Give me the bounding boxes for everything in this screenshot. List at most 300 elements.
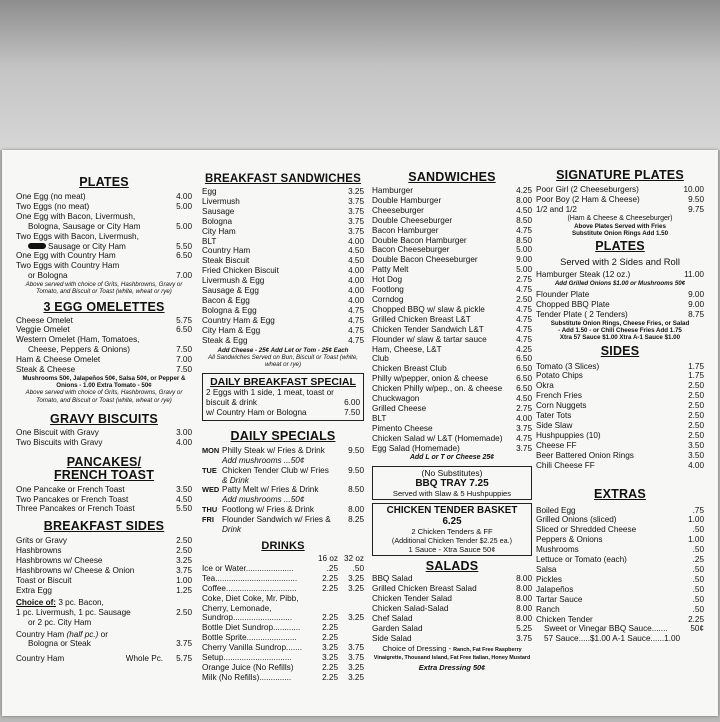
salad-item-name — [372, 614, 513, 624]
breakfast-sandwich-item — [202, 326, 364, 336]
breakfast-sandwich-item-label: Fried Chicken Biscuit — [202, 266, 279, 276]
sandwich-item-name — [372, 404, 513, 414]
sandwich-item-label: Philly w/pepper, onion & cheese — [372, 374, 489, 384]
omelette-item-name — [16, 355, 173, 365]
omelette-item-price: 5.75 — [176, 315, 192, 325]
omelette-item-label: Western Omelet (Ham, Tomatoes, — [16, 335, 140, 345]
extra-item-label: Jalapeños — [536, 584, 574, 594]
extra-item-name — [536, 506, 690, 516]
plates-item-price: 4.00 — [176, 192, 192, 201]
signature-item-label: Poor Boy (2 Ham & Cheese) — [536, 194, 640, 204]
breakfast-sandwich-item-price: 4.75 — [348, 315, 364, 325]
drink-item — [202, 604, 364, 614]
extra-item-label: Salsa — [536, 564, 557, 574]
side-item-name — [536, 401, 685, 411]
plates-list — [16, 192, 192, 281]
chicken-basket-box — [372, 503, 532, 556]
sandwich-item-label: Chicken Tender Sandwich L&T — [372, 324, 484, 334]
drink-price-32: 3.25 — [348, 573, 364, 583]
sandwich-item-name — [372, 236, 513, 246]
extra-item-label: Grilled Onions (sliced) — [536, 515, 617, 525]
daily-specials-list — [202, 446, 364, 535]
gravy-heading: GRAVY BISCUITS — [50, 411, 158, 426]
pancake-item-name — [16, 485, 173, 495]
signature-item-price: 9.75 — [688, 204, 704, 214]
drink-price-16: .25 — [326, 563, 338, 573]
daily-special-name: Chicken Tender Club w/ Fries — [222, 465, 329, 475]
daily-special-item — [202, 446, 364, 456]
salads-list — [372, 574, 532, 643]
salad-item-price: 5.25 — [516, 624, 532, 633]
breakfast-sandwich-item-name — [202, 296, 345, 306]
omelettes-extras: Mushrooms 50¢, Jalapeños 50¢, Salsa 50¢, or Pepper & Onions - 1.00 Extra Tomato - 50¢ — [22, 375, 186, 390]
basket-price: 6.25 — [442, 516, 462, 528]
breakfast-sandwich-item-price: 4.00 — [348, 276, 364, 286]
daily-special-price: 8.00 — [348, 505, 364, 515]
drink-price-32 — [338, 594, 364, 604]
drink-item — [202, 594, 364, 604]
breakfast-sandwich-item-label: Sausage & Egg — [202, 286, 259, 296]
bbq-tray-box — [372, 466, 532, 500]
extra-item-name — [536, 525, 690, 535]
breakfast-sandwiches-list — [202, 187, 364, 346]
breakfast-sandwich-item-price: 4.75 — [348, 325, 364, 335]
drink-price-16: 2.25 — [322, 613, 338, 623]
daily-special-day: MON — [202, 445, 220, 455]
drink-price-32: 3.25 — [348, 662, 364, 672]
plates-item-price: 5.50 — [176, 241, 192, 251]
breakfast-sandwich-item-name — [202, 306, 345, 316]
plates2-item-0: Hamburger Steak (12 oz.) 11.00 — [536, 270, 704, 280]
daily-special-day: FRI — [202, 515, 214, 525]
daily-special-name: Patty Melt w/ Fries & Drink — [222, 485, 319, 495]
sandwich-item-price: 2.50 — [516, 294, 532, 304]
extra-item-price: .50 — [692, 604, 704, 614]
side-item-label: Chili Cheese FF — [536, 460, 595, 470]
breakfast-sandwich-item-name — [202, 237, 345, 247]
signature-item-name — [536, 205, 685, 215]
sandwich-item-label: Pimento Cheese — [372, 423, 433, 433]
sandwich-item — [372, 414, 532, 424]
sandwich-item-name — [372, 206, 513, 216]
extra-item-name — [536, 565, 690, 575]
sandwich-item-label: Chicken Philly w/pep., on. & cheese — [372, 384, 503, 394]
daily-special-day: TUE — [202, 465, 217, 475]
breakfast-sandwich-item-label: Country Ham — [202, 246, 251, 256]
drink-name: Tea.................................... — [202, 573, 298, 583]
special-line-2: biscuit & drink 6.00 — [206, 398, 360, 408]
sandwich-item — [372, 315, 532, 325]
signature-item-label: 1/2 and 1/2 — [536, 204, 577, 214]
omelette-item-label: Cheese Omelet — [16, 315, 73, 325]
pancakes-heading-2: FRENCH TOAST — [53, 467, 155, 482]
breakfast-sandwich-item-price: 4.75 — [348, 305, 364, 315]
column-3 — [372, 170, 532, 672]
breakfast-sandwich-item — [202, 336, 364, 346]
sandwich-item-label: Double Bacon Hamburger — [372, 235, 467, 245]
sandwich-item-label: Cheeseburger — [372, 205, 424, 215]
signature-item-name — [536, 185, 681, 195]
daily-special-sub-text: Add mushrooms ...50¢ — [222, 495, 305, 505]
breakfast-sandwich-item-label: Country Ham & Egg — [202, 315, 275, 325]
omelette-item-price: 7.00 — [176, 355, 192, 365]
plates-item-name — [16, 242, 173, 252]
sandwich-item-label: Ham, Cheese, L&T — [372, 344, 442, 354]
choice-line-2: or 2 pc. City Ham — [28, 617, 92, 627]
omelettes-heading: 3 EGG OMELETTES — [43, 299, 165, 314]
sandwich-item-label: Flounder w/ slaw & tartar sauce — [372, 334, 487, 344]
extra-item — [536, 595, 704, 605]
basket-line-3: 1 Sauce - Xtra Sauce 50¢ — [408, 545, 496, 555]
sandwich-item-name — [372, 414, 513, 424]
side-item-name — [536, 362, 685, 372]
basket-title: CHICKEN TENDER BASKET — [386, 505, 518, 517]
bsand-note: All Sandwiches Served on Bun, Biscuit or Toast (white, wheat or rye) — [207, 353, 359, 368]
drink-name: Ice or Water..................... — [202, 563, 294, 573]
sandwich-item-label: Egg Salad (Homemade) — [372, 443, 460, 453]
pancakes-list — [16, 485, 192, 515]
extra-item-name — [536, 585, 690, 595]
sandwich-item-price: 6.50 — [516, 384, 532, 394]
daily-special-sub — [202, 456, 364, 466]
breakfast-side-item — [16, 576, 192, 586]
omelette-item — [16, 335, 192, 345]
drink-item — [202, 653, 364, 663]
sandwich-item — [372, 305, 532, 315]
breakfast-side-item-price: 2.50 — [176, 536, 192, 546]
pancake-item — [16, 504, 192, 514]
side-item-name — [536, 411, 685, 421]
sandwich-item-name — [372, 424, 513, 434]
breakfast-sandwich-item — [202, 207, 364, 217]
extra-item — [536, 555, 704, 565]
extra-item-price: .75 — [692, 505, 704, 515]
breakfast-sandwich-item-name — [202, 336, 345, 346]
sandwiches-list — [372, 186, 532, 453]
sandwich-item-price: 6.50 — [516, 374, 532, 384]
sandwiches-addon: Add L or T or Cheese 25¢ — [409, 454, 495, 462]
daily-special-name: Flounder Sandwich w/ Fries & — [222, 515, 331, 525]
breakfast-sandwich-item-price: 4.00 — [348, 295, 364, 305]
breakfast-side-item-label: Toast or Biscuit — [16, 575, 72, 585]
extras-heading: EXTRAS — [594, 486, 646, 501]
plates-item-name — [16, 232, 189, 242]
breakfast-sandwich-item-name — [202, 256, 345, 266]
salad-item-price: 8.00 — [516, 574, 532, 584]
plates-item-label: Two Eggs with Country Ham — [16, 261, 120, 271]
side-item-name — [536, 391, 685, 401]
sandwich-item — [372, 434, 532, 444]
drink-item — [202, 623, 364, 633]
plates-item-price: 6.50 — [176, 251, 192, 261]
sandwich-item-label: Patty Melt — [372, 265, 409, 275]
daily-special-sub-text: Drink — [222, 525, 242, 535]
salad-item-label: BBQ Salad — [372, 574, 413, 584]
plates-item-name — [16, 222, 173, 232]
sandwich-item-label: Club — [372, 354, 389, 364]
side-item-price: 3.50 — [688, 440, 704, 450]
breakfast-sandwich-item-price: 4.00 — [348, 236, 364, 246]
sandwich-item-label: Grilled Cheese — [372, 403, 427, 413]
breakfast-side-item — [16, 566, 192, 576]
drink-price-16: 2.25 — [322, 672, 338, 682]
pancake-item-name — [16, 495, 173, 505]
sandwich-item-label: Hot Dog — [372, 275, 403, 285]
sandwich-item-price: 5.00 — [516, 245, 532, 255]
pancake-item-label: One Pancake or French Toast — [16, 484, 125, 494]
extra-item — [536, 575, 704, 585]
breakfast-sandwich-item-price: 4.50 — [348, 256, 364, 266]
breakfast-side-item — [16, 536, 192, 546]
breakfast-sandwich-item-label: Bacon & Egg — [202, 295, 250, 305]
sandwich-item — [372, 245, 532, 255]
drink-item — [202, 613, 364, 623]
extra-item-price: .50 — [692, 574, 704, 584]
side-item — [536, 381, 704, 391]
plates-item-price: 5.00 — [176, 201, 192, 211]
extra-item-name — [536, 615, 685, 625]
sandwich-item-name — [372, 265, 513, 275]
extra-item-name — [536, 595, 690, 605]
daily-special-price: 8.25 — [348, 515, 364, 525]
breakfast-sandwich-item-label: Livermush — [202, 196, 240, 206]
extra-item-label: Ranch — [536, 604, 560, 614]
salad-item-price: 8.00 — [516, 584, 532, 594]
sandwich-item-name — [372, 434, 513, 444]
pancake-item-label: Three Pancakes or French Toast — [16, 504, 135, 514]
breakfast-sandwich-item-name — [202, 326, 345, 336]
sides-list — [536, 362, 704, 471]
side-item-label: Side Slaw — [536, 421, 573, 430]
side-item-label: Beer Battered Onion Rings — [536, 450, 634, 460]
sandwich-item — [372, 325, 532, 335]
extra-item-price: .50 — [692, 584, 704, 594]
drink-name: Coke, Diet Coke, Mr. Pibb, — [202, 593, 299, 603]
sandwich-item-price: 6.50 — [516, 364, 532, 374]
drink-name: Setup.............................. — [202, 653, 292, 663]
sandwich-item-label: Bacon Hamburger — [372, 225, 439, 235]
sandwich-item-name — [372, 444, 513, 454]
plates-item-price: 5.00 — [176, 221, 192, 231]
drink-item — [202, 663, 364, 673]
wall-background — [0, 0, 720, 150]
drink-name: Coffee............................... — [202, 583, 297, 593]
omelette-item-name — [16, 345, 173, 355]
extra-item — [536, 605, 704, 615]
plates-item — [16, 212, 192, 222]
plates2-grilled-note: Add Grilled Onions $1.00 or Mushrooms 50¢ — [554, 280, 686, 288]
omelette-item-name — [16, 365, 173, 375]
side-item-price: 1.75 — [688, 371, 704, 381]
extra-item-label: Mushrooms — [536, 545, 579, 555]
sandwich-item-name — [372, 295, 513, 305]
side-item-label: Tater Tots — [536, 411, 572, 421]
salads-heading: SALADS — [425, 559, 479, 574]
drink-name: Milk (No Refills).............. — [202, 672, 292, 682]
extra-item-label: Peppers & Onions — [536, 535, 603, 545]
breakfast-sandwich-item-label: Bologna & Egg — [202, 305, 257, 315]
drink-item — [202, 643, 364, 653]
plates-item-name — [16, 261, 189, 271]
breakfast-sides-list — [16, 536, 192, 595]
omelette-item-name — [16, 335, 189, 345]
drink-price-16 — [312, 594, 338, 604]
drinks-heading: DRINKS — [261, 539, 305, 552]
daily-special-sub-text: & Drink — [222, 475, 249, 485]
breakfast-sandwich-item — [202, 276, 364, 286]
extra-item-label: Sliced or Shredded Cheese — [536, 525, 637, 535]
breakfast-sandwich-item-label: City Ham — [202, 226, 236, 236]
side-item — [536, 401, 704, 411]
sandwich-item-price: 9.00 — [516, 255, 532, 265]
breakfast-side-item-name — [16, 546, 173, 556]
salad-item-name — [372, 604, 513, 614]
omelettes-list — [16, 316, 192, 375]
daily-special-name: Philly Steak w/ Fries & Drink — [222, 445, 325, 455]
special-line-3: w/ Country Ham or Bologna 7.50 — [206, 407, 360, 417]
bbq-title: BBQ TRAY 7.25 — [415, 478, 489, 490]
side-item-label: Potato Chips — [536, 371, 583, 381]
extra-item-label: Chicken Tender — [536, 614, 593, 624]
side-item-name — [536, 441, 685, 451]
plates-item-label: One Egg with Country Ham — [16, 251, 116, 261]
breakfast-sandwich-item — [202, 256, 364, 266]
extra-item-label: Lettuce or Tomato (each) — [536, 555, 627, 565]
breakfast-sandwich-item — [202, 266, 364, 276]
daily-special-price: 8.50 — [348, 485, 364, 495]
drink-price-32 — [338, 633, 364, 643]
plates-item-label: Two Eggs with Bacon, Livermush, — [16, 231, 139, 241]
breakfast-sandwich-item-price: 3.75 — [348, 216, 364, 226]
breakfast-side-item-price: 3.25 — [176, 556, 192, 566]
signature-item — [536, 195, 704, 205]
omelette-item-label: Ham & Cheese Omelet — [16, 355, 101, 365]
pancakes-heading-1: PANCAKES/ — [66, 454, 142, 469]
daily-special-sub — [202, 476, 364, 486]
side-item-label: Cheese FF — [536, 440, 577, 450]
drink-price-32: .50 — [352, 563, 364, 573]
sandwich-item-price: 4.75 — [516, 225, 532, 235]
side-item-price: 3.50 — [688, 450, 704, 460]
extra-item-name — [536, 545, 690, 555]
daily-special-name: Footlong w/ Fries & Drink — [222, 505, 314, 515]
omelettes-note: Above served with choice of Grits, Hashbrowns, Gravy or Tomato, and Biscuit or Toast (white, wheat or rye) — [25, 389, 183, 404]
plates-item — [16, 261, 192, 271]
plates-item — [16, 222, 192, 232]
choice-label: Choice of: — [16, 597, 57, 607]
daily-special-sub — [202, 525, 364, 535]
drinks-sizes: 16 oz 32 oz — [317, 553, 364, 563]
sandwich-item-label: BLT — [372, 413, 387, 423]
drink-name: Sundrop.......................... — [202, 613, 293, 623]
plates-item-label: or Bologna — [28, 271, 68, 281]
plates-item — [16, 271, 192, 281]
signature-item-label: Poor Girl (2 Cheeseburgers) — [536, 185, 639, 194]
breakfast-sandwich-item — [202, 286, 364, 296]
plates-item — [16, 242, 192, 252]
breakfast-side-item-label: Hashbrowns w/ Cheese & Onion — [16, 566, 135, 576]
sandwich-item-name — [372, 305, 513, 315]
sandwich-item-price: 4.50 — [516, 205, 532, 215]
drink-price-16 — [312, 604, 338, 614]
salad-item-name — [372, 574, 513, 584]
plates-item — [16, 251, 192, 261]
plates2-heading: PLATES — [595, 239, 645, 254]
extra-item-label: Pickles — [536, 574, 562, 584]
sandwich-item — [372, 295, 532, 305]
sandwich-item-price: 8.50 — [516, 215, 532, 225]
breakfast-sandwich-item-name — [202, 187, 345, 197]
bsand-addon: Add Cheese - 25¢ Add Let or Tom - 25¢ Each — [217, 346, 349, 354]
drink-price-16: 2.25 — [322, 573, 338, 583]
drink-price-32 — [338, 604, 364, 614]
omelette-item — [16, 316, 192, 326]
extras-sauces: 57 Sauce.....$1.00 A-1 Sauce......1.00 — [544, 634, 681, 644]
salad-item — [372, 594, 532, 604]
extra-item-price: .25 — [692, 555, 704, 565]
breakfast-sandwich-item-price: 4.00 — [348, 266, 364, 276]
side-item-price: 2.50 — [688, 381, 704, 391]
drink-item — [202, 574, 364, 584]
breakfast-sandwich-item — [202, 246, 364, 256]
salad-item — [372, 584, 532, 594]
side-item — [536, 451, 704, 461]
pancake-item-price: 4.50 — [176, 494, 192, 504]
sandwich-item — [372, 186, 532, 196]
sandwich-item-price: 2.75 — [516, 275, 532, 285]
plates-item — [16, 232, 192, 242]
extras-sweet: Sweet or Vinegar BBQ Sauce....... 50¢ — [544, 624, 704, 634]
side-item — [536, 461, 704, 471]
breakfast-sandwich-item-price: 3.75 — [348, 196, 364, 206]
breakfast-sandwich-item-price: 3.75 — [348, 206, 364, 216]
extra-item-name — [536, 555, 690, 565]
daily-special-sub-text: Add mushrooms ...50¢ — [222, 455, 305, 465]
basket-line-1: 2 Chicken Tenders & FF — [411, 527, 493, 537]
omelette-item-name — [16, 325, 173, 335]
sandwich-item — [372, 374, 532, 384]
drink-price-32: 3.25 — [348, 583, 364, 593]
sandwich-item — [372, 444, 532, 454]
sandwich-item — [372, 384, 532, 394]
side-item-price: 4.00 — [688, 460, 704, 470]
plates-item — [16, 202, 192, 212]
breakfast-sandwich-item-label: Egg — [202, 187, 217, 196]
sandwich-item — [372, 265, 532, 275]
drinks-list — [202, 564, 364, 683]
extra-item — [536, 585, 704, 595]
salad-item-price: 8.00 — [516, 614, 532, 624]
sandwich-item-name — [372, 285, 513, 295]
sandwich-item-label: Grilled Chicken Breast L&T — [372, 314, 471, 324]
salad-item — [372, 614, 532, 624]
drink-price-16: 2.25 — [322, 623, 338, 633]
pancake-item-label: Two Pancakes or French Toast — [16, 494, 129, 504]
drink-name: Cherry Vanilla Sundrop....... — [202, 643, 302, 653]
side-item-price: 2.50 — [688, 401, 704, 411]
drink-price-16: 2.25 — [322, 633, 338, 643]
omelette-item-label: Cheese, Peppers & Onions) — [28, 345, 130, 355]
side-item — [536, 371, 704, 381]
breakfast-sandwich-item — [202, 237, 364, 247]
drink-price-32: 3.25 — [348, 672, 364, 682]
drink-name: Orange Juice (No Refills) — [202, 662, 294, 672]
omelette-item — [16, 365, 192, 375]
breakfast-side-item-price: 3.75 — [176, 566, 192, 576]
side-item — [536, 431, 704, 441]
breakfast-sandwich-item-label: Steak Biscuit — [202, 256, 250, 266]
sandwich-item-label: Chicken Breast Club — [372, 364, 447, 374]
